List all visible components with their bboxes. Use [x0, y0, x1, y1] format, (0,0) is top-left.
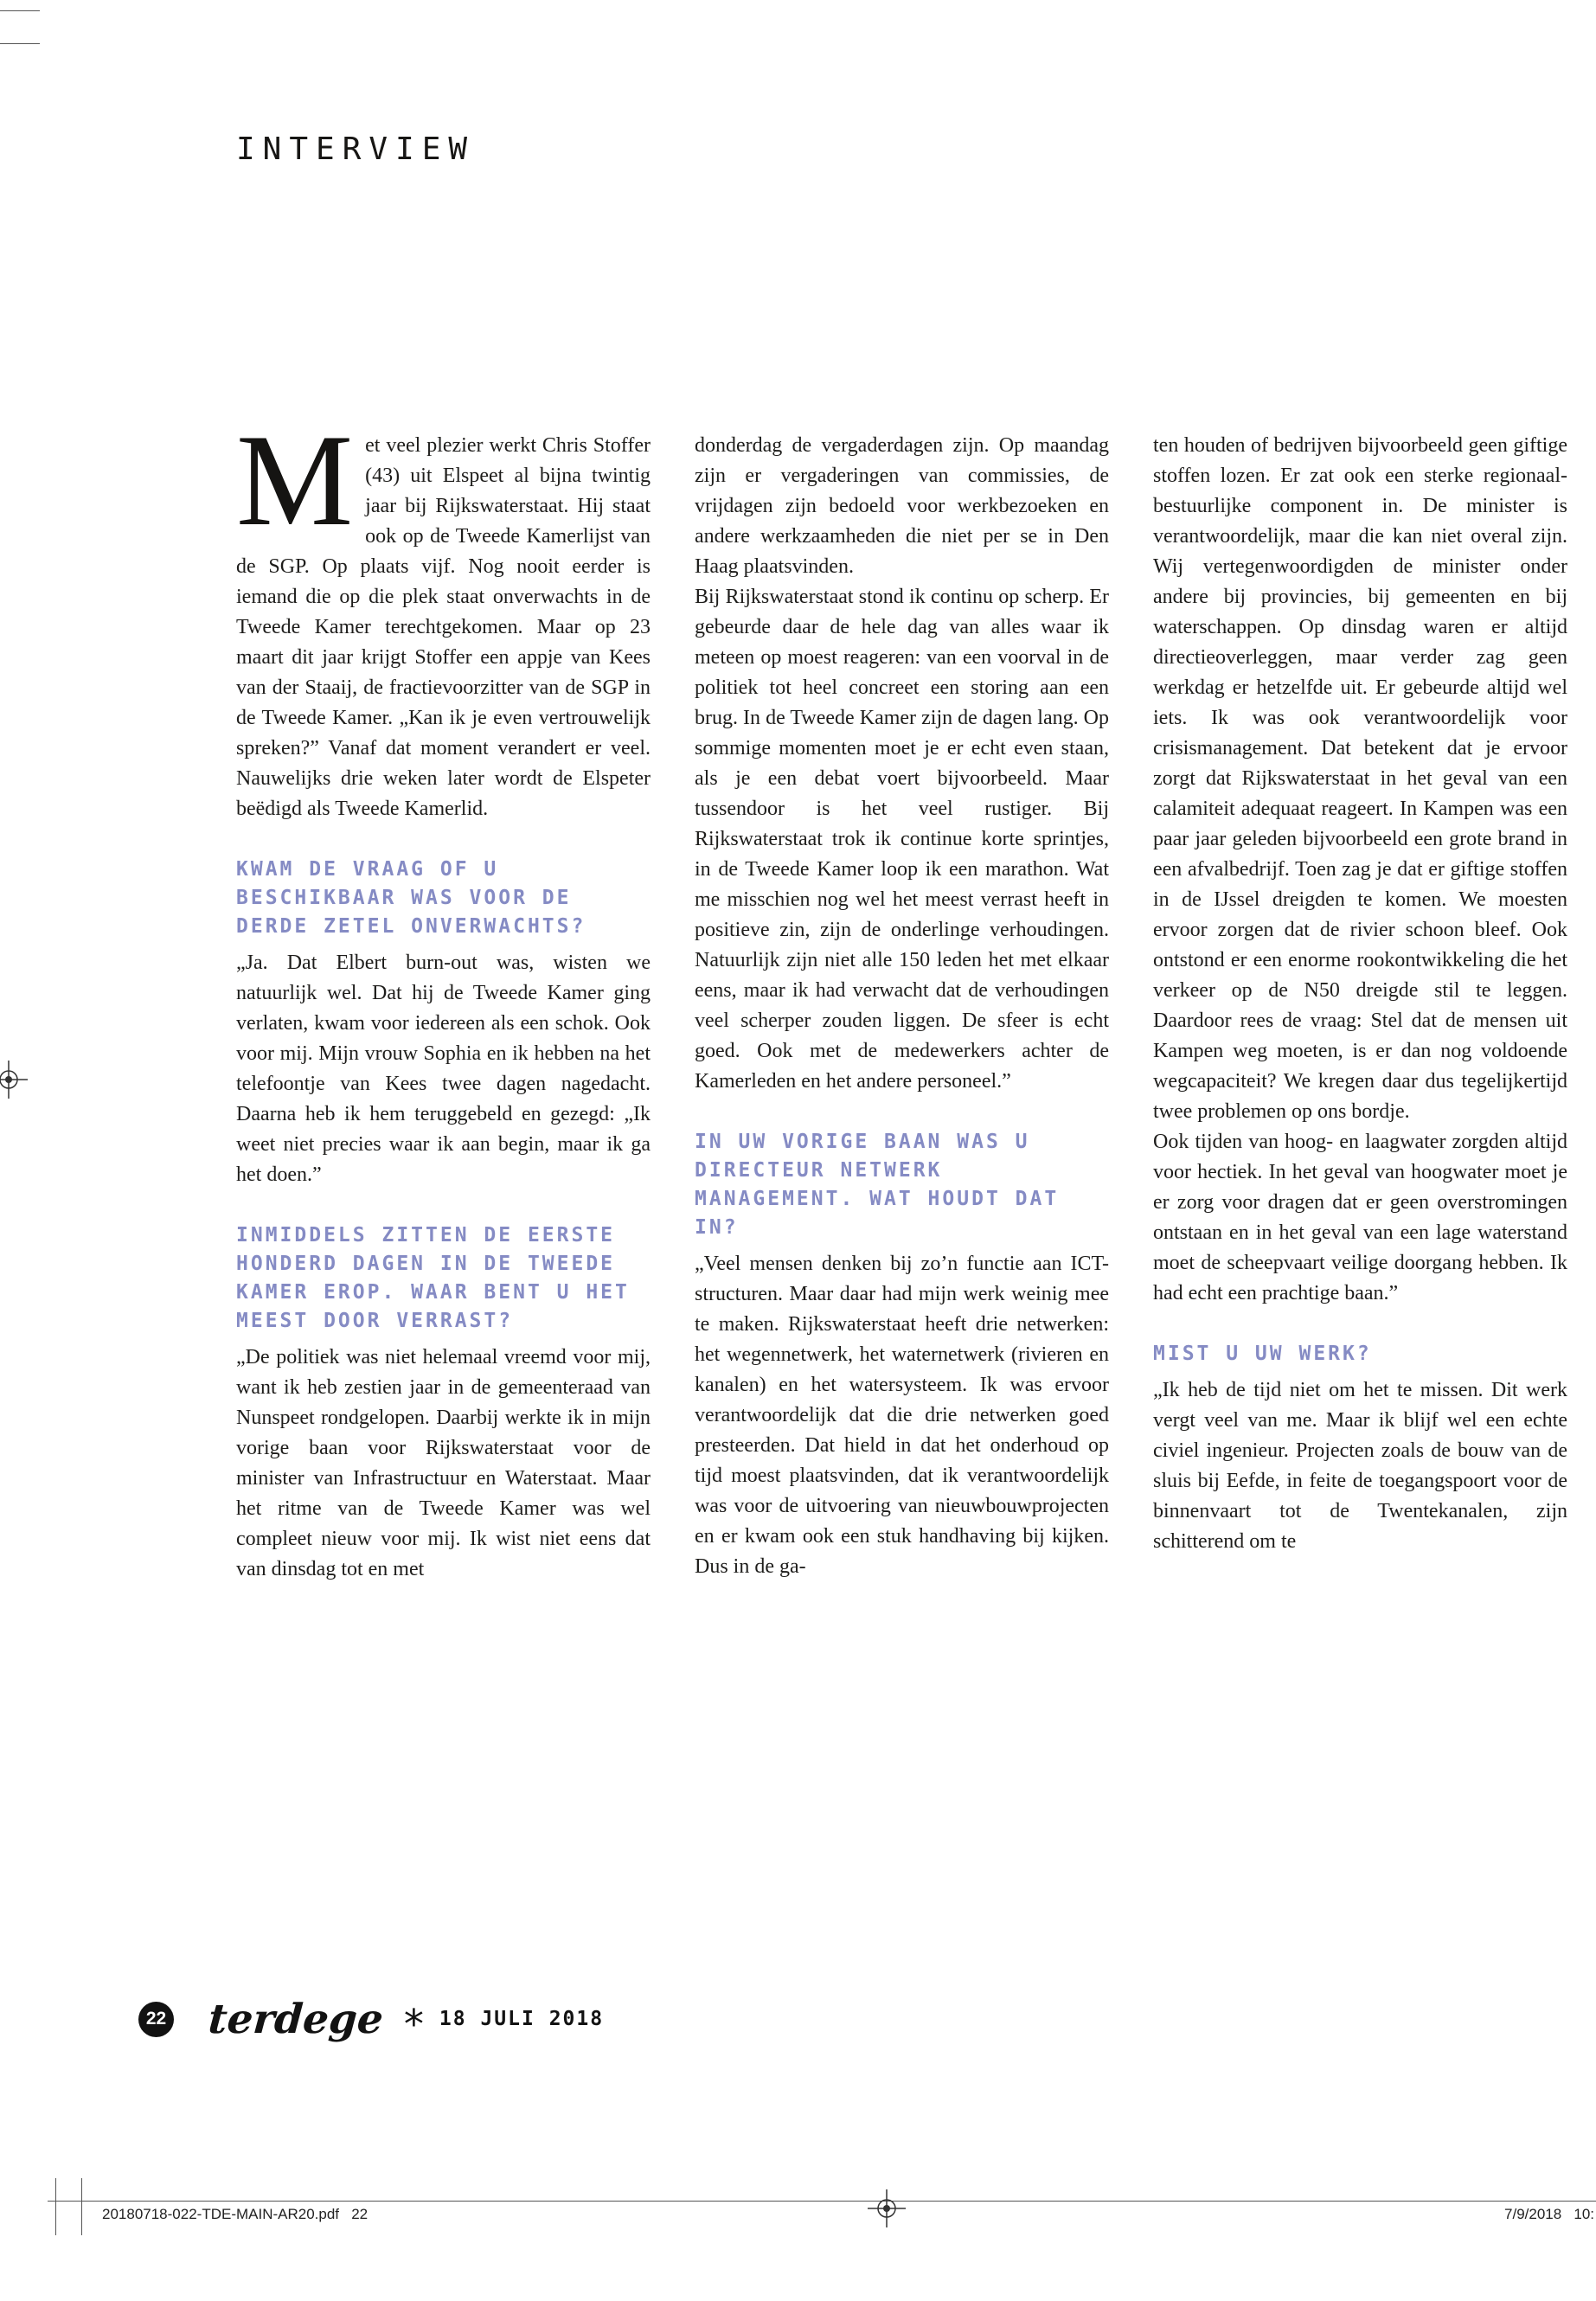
body-paragraph: Bij Rijkswaterstaat stond ik continu op scherp. Er gebeurde daar de hele dag van alles waar ik meteen op moest reageren: van een voorval in de politiek tot heel concreet een storing aan een brug. In de Tweede Kamer zijn de dagen lang. Op sommige momenten moet je er echt even staan, als je een debat voert bijvoorbeeld. Maar tussendoor is het veel rustiger. Bij Rijkswaterstaat trok ik continue korte sprintjes, in de Tweede Kamer loop ik een marathon. Wat me misschien nog wel het meest verrast heeft in positieve zin, zijn de onderlinge verhoudingen. Natuurlijk zijn niet alle 150 leden het met elkaar eens, maar ik had verwacht dat de verhoudingen veel scherper zouden liggen. De sfeer is echt goed. Ook met de medewerkers achter de Kamerleden en het andere personeel.”: [695, 586, 1109, 1093]
prepress-filename: 20180718-022-TDE-MAIN-AR20.pdf 22: [102, 2206, 369, 2222]
lead-paragraph: [236, 407, 651, 824]
prepress-rule: [48, 2201, 1596, 2202]
crop-mark-top-left-1: [0, 10, 40, 11]
column-1: [236, 407, 651, 1585]
body-paragraph: Ook tijden van hoog- en laagwater zorgden altijd voor hectiek. In het geval van hoogwater moet je er zorg voor dragen dat er geen overstromingen ontstaan en in het geval van een lage waterstand moet de scheepvaart veilige doorgang hebben. Ik had echt een prachtige baan.”: [1153, 1131, 1567, 1304]
registration-mark-bottom-center: [868, 2189, 906, 2227]
lead-text: et veel plezier werkt Chris Stoffer (43) uit Elspeet al bijna twintig jaar bij Rijkswaterstaat. Hij staat ook op de Tweede Kamerlijst van de SGP. Op plaats vijf. Nog nooit eerder is iemand die op die plek staat onverwachts in de Tweede Kamer terechtgekomen. Maar op 23 maart dit jaar krijgt Stoffer een appje van Kees van der Staaij, de fractievoorzitter van de SGP in de Tweede Kamer. „Kan ik je even vertrouwelijk spreken?” Vanaf dat moment verandert er veel. Nauwelijks drie weken later wordt de Elspeter beëdigd als Tweede Kamerlid.: [236, 434, 651, 820]
page-footer: 22 terdege * 18 JULI 2018: [138, 1993, 604, 2045]
article-body: [236, 407, 1568, 1585]
issue-date: 18 JULI 2018: [439, 2008, 605, 2030]
drop-cap: M: [236, 407, 354, 553]
body-paragraph: ten houden of bedrijven bijvoorbeeld geen giftige stoffen lozen. Er zat ook een sterke regionaal-bestuurlijke component in. De minister is verantwoordelijk, maar die kan niet overal zijn. Wij vertegenwoordigden de minister onder andere bij provincies, bij gemeenten en bij waterschappen. Op dinsdag waren er altijd directieoverleggen, maar verder zag geen werkdag er hetzelfde uit. Er gebeurde altijd wel iets. Ik was ook verantwoordelijk voor crisismanagement. Dat betekent dat je ervoor zorgt dat Rijkswaterstaat in het geval van een calamiteit adequaat reageert. In Kampen was een paar jaar geleden bijvoorbeeld een grote brand in een afvalbedrijf. Toen zag je dat er giftige stoffen in de IJssel dreigden te komen. We moesten ervoor zorgen dat de rivier schoon bleef. Ook ontstond er een enorme rookontwikkeling die het verkeer op de N50 dreigde stil te leggen. Daardoor rees de vraag: Stel dat de mensen uit Kampen weg moeten, is er dan nog voldoende wegcapaciteit? We kregen daar dus tegelijkertijd twee problemen op ons bordje.: [1153, 434, 1567, 1123]
question-heading: IN UW VORIGE BAAN WAS U DIRECTEUR NETWERK MANAGEMENT. WAT HOUDT DAT IN?: [695, 1131, 1060, 1239]
page-number-badge: 22: [138, 2002, 174, 2037]
body-paragraph: donderdag de vergaderdagen zijn. Op maandag zijn er vergaderingen van commissies, de vrijdagen zijn bedoeld voor werkbezoeken en andere werkzaamheden die niet per se in Den Haag plaatsvinden.: [695, 434, 1109, 578]
column-3: [1153, 431, 1567, 1585]
question-heading: MIST U UW WERK?: [1153, 1343, 1372, 1365]
crop-mark-top-left-2: [0, 43, 40, 44]
answer-paragraph: „Ik heb de tijd niet om het te missen. Dit werk vergt veel van me. Maar ik blijf wel een echte civiel ingenieur. Projecten zoals de bouw van de sluis bij Eefde, in feite de toegangspoort voor de binnenvaart tot de Twentekanalen, zijn schitterend om te: [1153, 1379, 1567, 1553]
answer-paragraph: „Veel mensen denken bij zo’n functie aan ICT-structuren. Maar daar had mijn werk weinig mee te maken. Rijkswaterstaat heeft drie netwerken: het wegennetwerk, het waternetwerk (rivieren en kanalen) en het watersysteem. Ik was ervoor verantwoordelijk dat die drie netwerken goed presteerden. Dat hield in dat het onderhoud op tijd moest plaatsvinden, dat ik verantwoordelijk was voor de uitvoering van nieuwbouwprojecten en er kwam ook een stuk handhaving bij kijken. Dus in de ga-: [695, 1253, 1109, 1578]
answer-paragraph: „De politiek was niet helemaal vreemd voor mij, want ik heb zestien jaar in de gemeenteraad van Nunspeet rondgelopen. Daarbij werkte ik in mijn vorige baan voor Rijkswaterstaat voor de minister van Infrastructuur en Waterstaat. Maar het ritme van de Tweede Kamer was wel compleet nieuw voor mij. Ik wist niet eens dat van dinsdag tot en met: [236, 1346, 651, 1580]
question-heading: KWAM DE VRAAG OF U BESCHIKBAAR WAS VOOR DE DERDE ZETEL ONVERWACHTS?: [236, 858, 586, 938]
section-label: INTERVIEW: [236, 131, 476, 167]
registration-mark-left: [0, 1061, 28, 1099]
magazine-logo: terdege: [207, 1995, 385, 2043]
column-2: [695, 431, 1109, 1585]
answer-paragraph: „Ja. Dat Elbert burn-out was, wisten we natuurlijk wel. Dat hij de Tweede Kamer ging verlaten, kwam voor iedereen als een schok. Ook voor mij. Mijn vrouw Sophia en ik hebben na het telefoontje van Kees twee dagen nagedacht. Daarna heb ik hem teruggebeld en gezegd: „Ik weet niet precies waar ik aan begin, maar ik ga het doen.”: [236, 952, 651, 1186]
crop-mark-bottom-left-1: [55, 2178, 56, 2235]
prepress-timestamp: 7/9/2018 10:: [1504, 2206, 1594, 2222]
crop-mark-bottom-left-2: [81, 2178, 82, 2235]
question-heading: INMIDDELS ZITTEN DE EERSTE HONDERD DAGEN IN DE TWEEDE KAMER EROP. WAAR BENT U HET MEEST DOOR VERRAST?: [236, 1224, 630, 1332]
